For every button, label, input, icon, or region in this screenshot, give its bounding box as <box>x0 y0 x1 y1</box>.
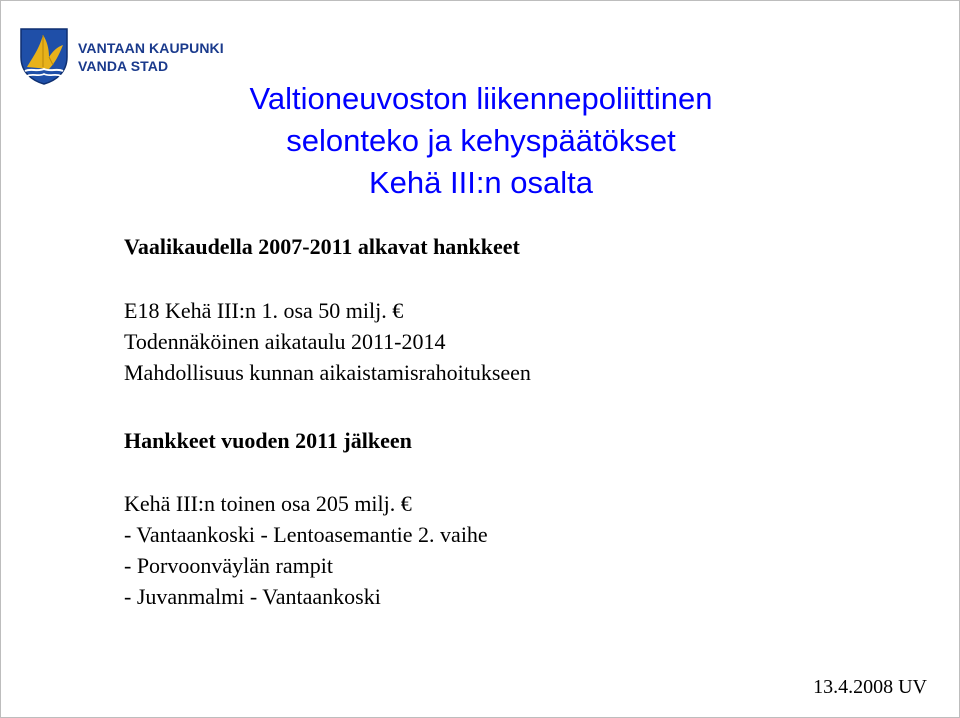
section1-heading: Vaalikaudella 2007-2011 alkavat hankkeet <box>124 234 520 259</box>
section2-line: - Vantaankoski - Lentoasemantie 2. vaihe <box>124 522 488 547</box>
title-line-2: selonteko ja kehyspäätökset <box>286 123 676 158</box>
org-line-2: VANDA STAD <box>78 58 169 74</box>
section2-line: - Juvanmalmi - Vantaankoski <box>124 584 381 609</box>
section1-line: Mahdollisuus kunnan aikaistamisrahoitukseen <box>124 360 531 385</box>
title-line-3: Kehä III:n osalta <box>368 165 594 200</box>
title-line-1: Valtioneuvoston liikennepoliittinen <box>249 81 713 116</box>
section2-line: - Porvoonväylän rampit <box>124 553 333 578</box>
section2-list <box>124 488 488 612</box>
footer-date: 13.4.2008 UV <box>813 676 927 698</box>
section2-line: Kehä III:n toinen osa 205 milj. € <box>124 491 412 516</box>
section2-heading: Hankkeet vuoden 2011 jälkeen <box>124 428 412 453</box>
section1-line: Todennäköinen aikataulu 2011-2014 <box>124 329 446 354</box>
org-line-1: VANTAAN KAUPUNKI <box>78 40 224 56</box>
organization-name <box>78 39 224 75</box>
vantaa-coat-of-arms-icon <box>19 27 69 85</box>
section1-list <box>124 295 531 388</box>
section1-line: E18 Kehä III:n 1. osa 50 milj. € <box>124 298 404 323</box>
slide-title <box>131 78 831 204</box>
